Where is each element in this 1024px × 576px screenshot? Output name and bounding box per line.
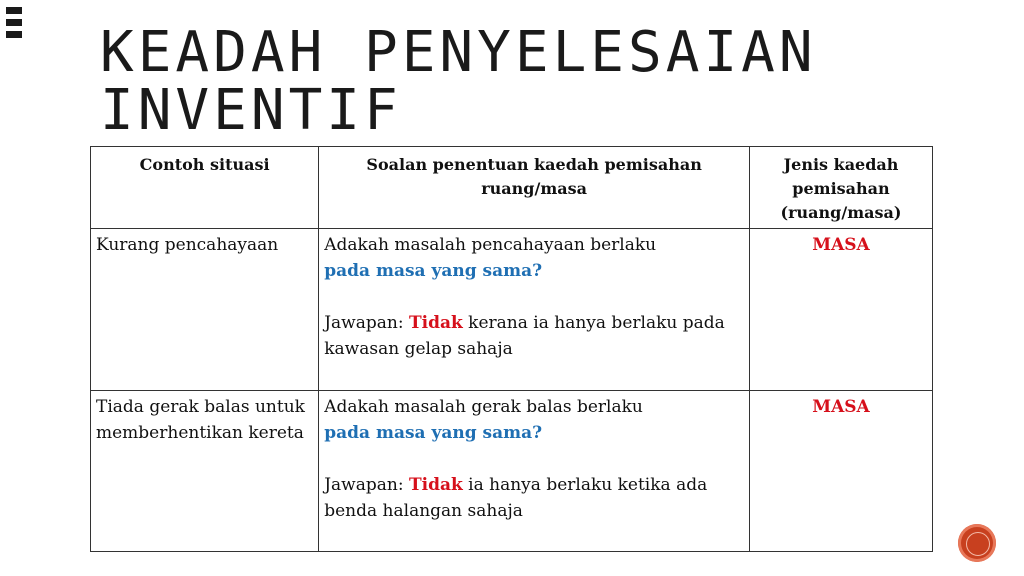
decor-bar [6, 19, 22, 26]
header-type: Jenis kaedah pemisahan (ruang/masa) [750, 147, 933, 229]
cell-situation: Tiada gerak balas untuk memberhentikan kereta [91, 391, 319, 552]
question-text: Adakah masalah pencahayaan berlaku [324, 235, 657, 255]
decor-bar [6, 31, 22, 38]
corner-decoration [6, 7, 22, 43]
cell-type: MASA [750, 391, 933, 552]
circle-logo-icon [958, 524, 996, 562]
question-text: Adakah masalah gerak balas berlaku [324, 397, 643, 417]
question-highlight: pada masa yang sama? [324, 261, 543, 281]
cell-question [319, 391, 750, 552]
table-header-row [91, 147, 933, 229]
header-situation: Contoh situasi [91, 147, 319, 229]
answer-label: Jawapan: [324, 313, 409, 333]
cell-situation: Kurang pencahayaan [91, 229, 319, 391]
cell-question [319, 229, 750, 391]
answer-value: Tidak [408, 313, 463, 333]
table-row [91, 391, 933, 552]
header-question: Soalan penentuan kaedah pemisahan ruang/masa [319, 147, 750, 229]
answer-value: Tidak [408, 475, 463, 495]
slide-title-line2: INVENTIF [100, 78, 402, 143]
slide-title [100, 20, 817, 143]
table-row [91, 229, 933, 391]
answer-label: Jawapan: [324, 475, 409, 495]
answer-rest: ia hanya berlaku ketika ada benda halangan sahaja [324, 475, 708, 521]
comparison-table [90, 146, 933, 552]
answer-text [324, 472, 744, 524]
answer-rest: kerana ia hanya berlaku pada kawasan gelap sahaja [324, 313, 725, 359]
cell-type: MASA [750, 229, 933, 391]
answer-text [324, 310, 744, 362]
slide-title-line1: KEADAH PENYELESAIAN [100, 20, 817, 85]
decor-bar [6, 7, 22, 14]
question-highlight: pada masa yang sama? [324, 423, 543, 443]
